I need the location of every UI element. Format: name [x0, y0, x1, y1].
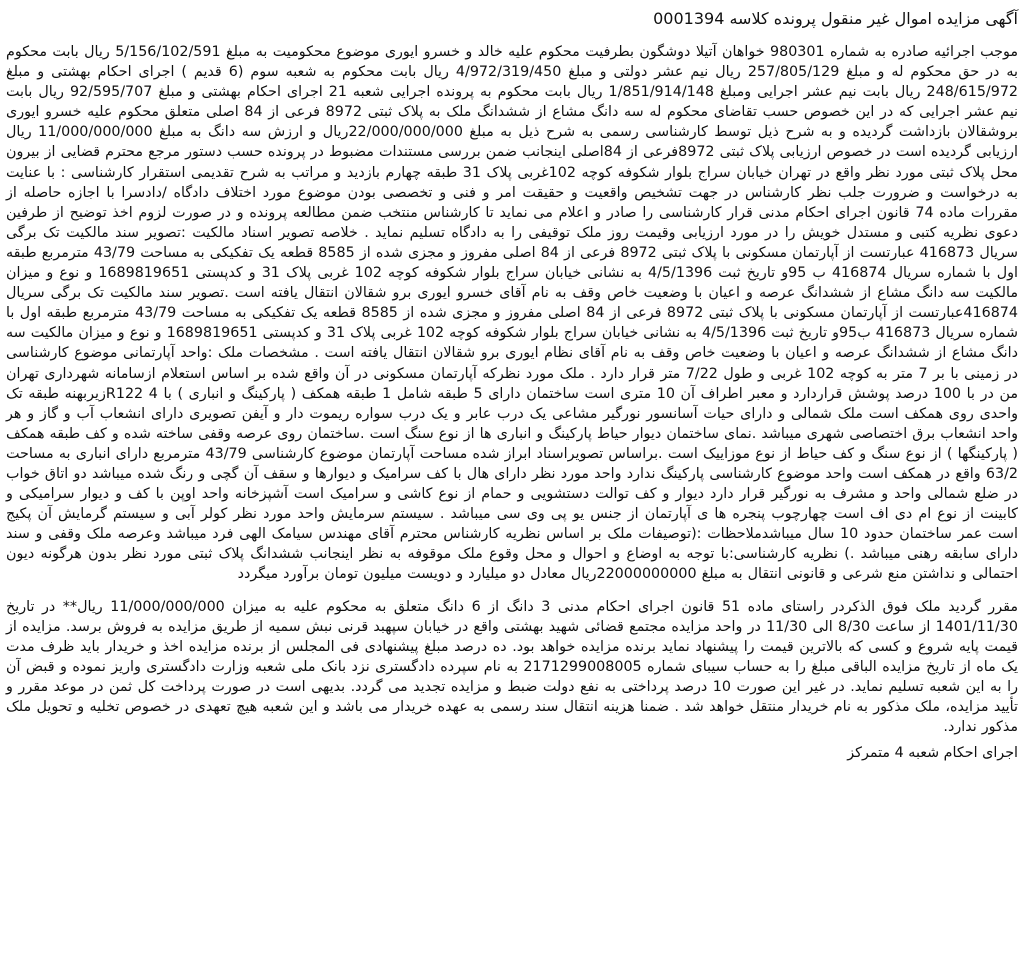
notice-body-paragraph-1: موجب اجرائیه صادره به شماره 980301 خواهان آتیلا دوشگون بطرفیت محکوم علیه خالد و خسرو ایوری موضوع محکومیت به مبلغ 5/156/102/591 ریال بابت محکوم به در حق محکوم له و مبلغ 257/805/129 ریال نیم عشر دولتی و مبلغ 4/972/319/450 ریال بابت محکوم به شعبه سوم (6 قدیم ) اجرای احکام بهشتی و مبلغ 248/615/972 ریال بابت نیم عشر اجرایی ومبلغ 1/851/914/148 ریال بابت محکوم به پرونده اجرایی شعبه 21 اجرای احکام بهشتی و مبلغ 92/595/707 ریال بابت نیم عشر اجرایی که در این خصوص حسب تقاضای محکوم له سه دانگ مشاع از ششدانگ ملک به پلاک ثبتی 8972 فرعی از 84 اصلی متعلق محکوم علیه خسرو ایوری بروشقالان بازداشت گردیده و به شرح ذیل توسط کارشناسی رسمی به شرح ذیل به مبلغ 22/000/000/000ریال و ارزش سه دانگ به مبلغ 11/000/000/000 ریال ارزیابی گردیده است در خصوص ارزیابی پلاک ثبتی 8972فرعی از 84اصلی اینجانب ضمن بررسی مستندات مضبوط در پرونده حسب دستور مرجع محترم قضایی از بیرون محل پلاک ثبتی مورد نظر واقع در تهران خیابان سراج بلوار شکوفه کوچه 102غربی پلاک 31 طبقه چهارم بازدید و مراتب به شرح تقدیمی استقرار کارشناسی : با عنایت به درخواست و ضرورت جلب نظر کارشناس در جهت تشخیص واقعیت و حقیقت امر و فنی و تخصصی بودن موضوع مورد اختلاف دادگاه /دادسرا با اجازه حاصله از مقررات ماده 74 قانون اجرای احکام مدنی قرار کارشناسی را صادر و اعلام می نماید تا کارشناس منتخب ضمن مطالعه پرونده و در صورت لزوم اخذ توضیح از طرفین دعوی نظریه کتبی و مستدل خویش را در مورد ارزیابی وقیمت روز ملک توقیفی را به دادگاه تسلیم نماید . خلاصه تصویر اسناد مالکیت :تصویر سند مالکیت تک برگی سریال 416873 عبارتست از آپارتمان مسکونی با پلاک ثبتی 8972 فرعی از 84 اصلی مفروز و مجزی شده از 8585 قطعه یک تفکیکی به مساحت 43/79 مترمربع طبقه اول با شماره سریال 416874 ب 95و تاریخ ثبت 4/5/1396 به نشانی خیابان سراج بلوار شکوفه کوچه 102 غربی پلاک 31 و کدپستی 1689819651 و نوع و میزان مالکیت سه دانگ مشاع از ششدانگ عرصه و اعیان با وضعیت خاص وقف به نام آقای خسرو ایوری برو شقالان انتقال یافته است .تصویر سند مالکیت تک برگی سریال 416874عبارتست از آپارتمان مسکونی با پلاک ثبتی 8972 فرعی از 84 اصلی مفروز و مجزی شده از 8585 قطعه یک تفکیکی به مساحت 43/79 مترمربع طبقه اول با شماره سریال 416873 ب95و تاریخ ثبت 4/5/1396 به نشانی خیابان سراج بلوار شکوفه کوچه 102 غربی پلاک 31 و کدپستی 1689819651 و نوع و میزان مالکیت سه دانگ مشاع از ششدانگ عرصه و اعیان با وضعیت خاص وقف به نام آقای نظام ایوری برو شقالان انتقال یافته است . مشخصات ملک :واحد آپارتمانی موضوع کارشناسی در زمینی با بر 7 متر به کوچه 102 غربی و طول 7/22 متر قرار دارد . ملک مورد نظرکه آپارتمان مسکونی در آن واقع شده بر اساس استعلام ازسامانه شهرداری تهران من در با 100 درصد پوشش قراردارد و معبر اطراف آن 10 متری است ساختمان دارای 5 طبقه شامل 1 طبقه همکف ( پارکینگ و انباری ) با 4 R122زیربهنه طبقه تک واحدی روی همکف است ملک شمالی و دارای حیات آسانسور نورگیر مشاعی یک درب عابر و یک درب سواره ریموت دار و آیفن تصویری دارای انشعاب آب و گاز و هر واحد انشعاب برق اختصاصی شهری میباشد .نمای ساختمان دیوار حیاط پارکینگ و انباری ها از نوع سنگ است .ساختمان روی عرصه وقفی ساخته شده و کف طبقه همکف ( پارکینگها ) از نوع سنگ و کف حیاط از نوع موزاییک است .براساس تصویراسناد ابراز شده مساحت آپارتمان موضوع کارشناسی 43/79 مترمربع دارای انباری به مساحت 63/2 واقع در همکف است واحد موضوع کارشناسی پارکینگ ندارد واحد مورد نظر دارای هال با کف سرامیک و دیوارها و سقف آن گچی و رنگ شده میباشد دو اتاق خواب در ضلع شمالی واحد و مشرف به نورگیر قرار دارد دیوار و کف توالت دستشویی و حمام از نوع کاشی و سرامیک است آشپزخانه واحد اوپن با کف و دیوار سرامیکی و کابینت از نوع ام دی اف است چهارچوب پنجره ها ی آپارتمان از جنس یو پی وی سی میباشد . سیستم سرمایش واحد مورد نظر کولر آبی و سیستم گرمایش آن پکیج است عمر ساختمان حدود 10 سال میباشدملاحظات :(توصیفات ملک بر اساس نظریه کارشناس محترم آقای مهندس سیامک الهی فرد میباشد وعرصه ملک وقفی و سند دارای سابقه رهنی میباشد .) نظریه کارشناسی:با توجه به اوضاع و احوال و محل وقوع ملک موقوفه به نظر اینجانب ششدانگ پلاک ثبتی مورد نظر بدون هرگونه دیون احتمالی و نداشتن منع شرعی و قانونی انتقال به مبلغ 22000000000ریال معادل دو میلیارد و دویست میلیون تومان برآورد میگردد [6, 44, 1019, 583]
notice-title: آگهی مزایده اموال غیر منقول پرونده کلاسه 0001394 [653, 9, 1018, 28]
notice-body-paragraph-2: مقرر گردید ملک فوق الذکردر راستای ماده 51 قانون اجرای احکام مدنی 3 دانگ از 6 دانگ متعلق به محکوم علیه به میزان 11/000/000/000 ریال** در تاریخ 1401/11/30 از ساعت 8/30 الی 11/30 در واحد مزایده مجتمع قضائی شهید بهشتی واقع در خیابان سپهبد قرنی نبش سمیه از طریق مزایده به فروش برسد. مزایده از قیمت پایه شروع و کسی که بالاترین قیمت را پیشنهاد نماید برنده مزایده خواهد بود. ده درصد مبلغ پیشنهادی فی المجلس از برنده مزایده اخذ و خریدار باید ظرف مدت یک ماه از تاریخ مزایده الباقی مبلغ را به حساب سیبای شماره 2171299008005 به نام سپرده دادگستری نزد بانک ملی شعبه وزارت دادگستری واریز نموده و قبض آن را به این شعبه تسلیم نماید. در غیر این صورت 10 درصد پرداختی به نفع دولت ضبط و مزایده تجدید می گردد. بدیهی است در صورت پرداخت کل ثمن در موعد مقرر و تأیید مزایده، ملک مذکور به نام خریدار منتقل خواهد شد . ضمنا هزینه انتقال سند رسمی به عهده خریدار می باشد و این شعبه هیچ تعهدی در خصوص تخلیه و تحویل ملک مذکور ندارد. [6, 598, 1018, 736]
notice-signature: اجرای احکام شعبه 4 متمرکز [847, 745, 1018, 762]
